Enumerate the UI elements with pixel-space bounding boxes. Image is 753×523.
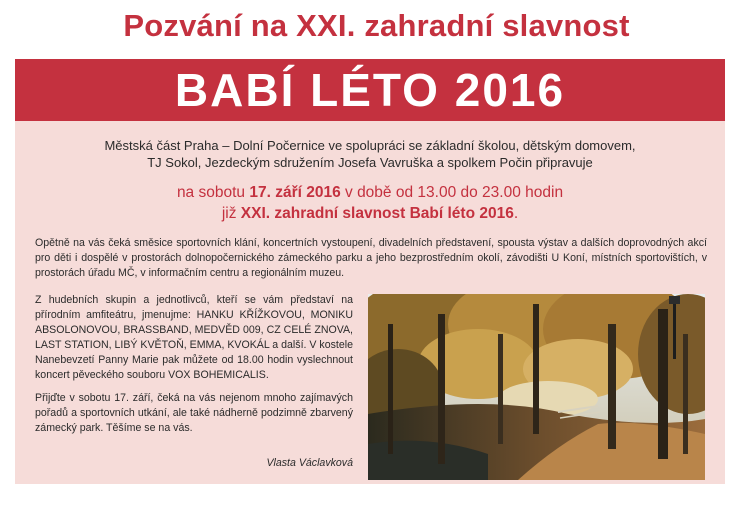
event-name: XXI. zahradní slavnost Babí léto 2016 [240,205,514,222]
headline: Pozvání na XXI. zahradní slavnost [123,8,630,43]
date-line-2: již XXI. zahradní slavnost Babí léto 2016. [221,205,519,222]
paragraph-music: Z hudebních skupin a jednotlivců, kteří se vám představí na přírodním amfiteátru, jmenujme: HANKU KŘÍŽKOVOU, MONIKU ABSOLONOVOU, BRASSBAND, MEDVĚD 009, CZ CELÉ ZNOVA, LAST STATION, LIBÝ KVĚTOŇ, EMMA, KVOKÁL a další. V kostele Nanebevzetí Panny Marie pak můžete od 18.00 hodin vyslechnout koncert pěveckého souboru VOX BOHEMICALIS. [35,294,353,381]
event-date: 17. září 2016 [249,184,341,201]
intro-text [15,137,725,171]
title-banner: BABÍ LÉTO 2016 [15,59,725,121]
author-signature: Vlasta Václavková [266,457,353,469]
park-photo [368,294,705,480]
intro-line-2: TJ Sokol, Jezdeckým sdružením Josefa Vavruška a spolkem Počin připravuje [147,155,593,170]
content-panel [15,121,725,484]
intro-line-1: Městská část Praha – Dolní Počernice ve spolupráci se základní školou, dětským domovem, [104,138,636,153]
date-announcement [15,182,725,224]
date-line-1: na sobotu 17. září 2016 v době od 13.00 do 23.00 hodin [176,184,564,201]
paragraph-invite: Přijďte v sobotu 17. září, čeká na vás nejenom mnoho zajímavých pořadů a sportovních utkání, ale také nádherně podzimně zbarvený zámecký park. Těšíme se na vás. [35,392,353,434]
left-column [35,293,353,444]
paragraph-program: Opětně na vás čeká směsice sportovních klání, koncertních vystoupení, divadelních představení, spousta výstav a dalších doprovodných akcí pro děti i dospělé v prostorách dolnopočernického zámeckého parku a jeho bezprostředním okolí, závodišti U Koní, místních sportovištích, v prostorách úřadu MČ, v informačním centru a regionálním muzeu. [35,237,707,279]
